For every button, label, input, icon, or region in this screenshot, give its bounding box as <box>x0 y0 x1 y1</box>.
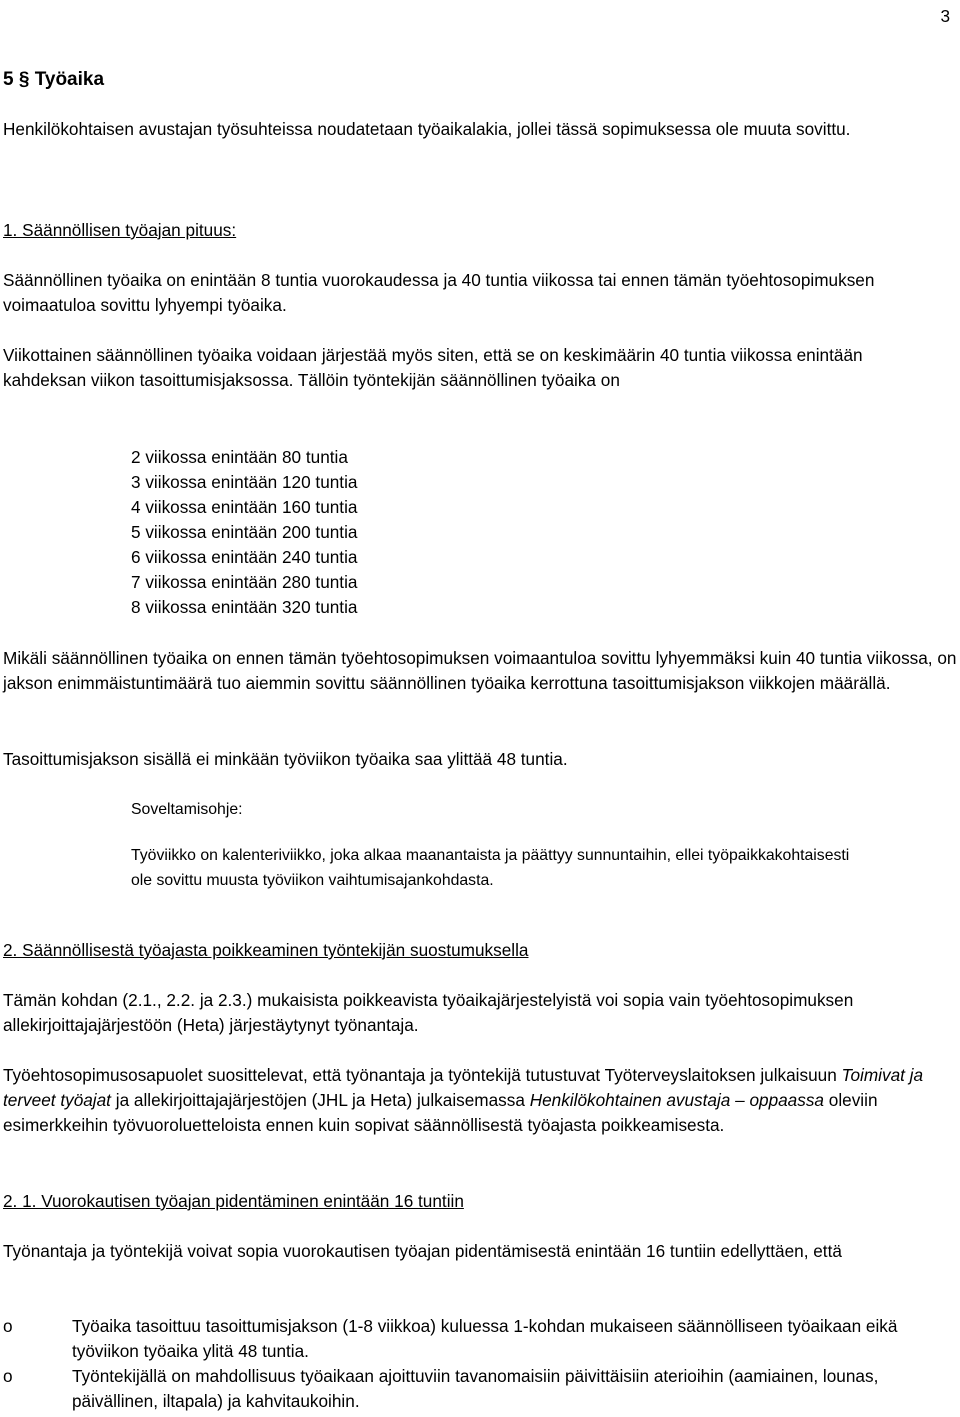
s1-paragraph-3: Mikäli säännöllinen työaika on ennen tämän työehtosopimuksen voimaantuloa sovittu lyhyemmäksi kuin 40 tuntia viikossa, on jakson enimmäistuntimäärä tuo aiemmin sovittu säännöllinen työaika kerrottuna tasoittumisjakson viikkojen määrällä. <box>3 648 957 693</box>
section-title: 5 § Työaika <box>3 69 105 90</box>
list-item: 5 viikossa enintään 200 tuntia <box>131 522 358 542</box>
intro-paragraph: Henkilökohtaisen avustajan työsuhteissa noudatetaan työaikalakia, jollei tässä sopimuksessa ole muuta sovittu. <box>3 119 851 139</box>
s1-paragraph-1: Säännöllinen työaika on enintään 8 tuntia vuorokaudessa ja 40 tuntia viikossa tai ennen tämän työehtosopimuksen voimaatuloa sovittu lyhyempi työaika. <box>3 270 875 315</box>
list-item: 8 viikossa enintään 320 tuntia <box>131 597 358 617</box>
list-item: o Työaika tasoittuu tasoittumisjakson (1-8 viikkoa) kuluessa 1-kohdan mukaiseen säännölliseen työaikaan eikä työviikon työaika ylitä 48 tuntia. <box>3 1316 898 1361</box>
s1-paragraph-4: Tasoittumisjakson sisällä ei minkään työviikon työaika saa ylittää 48 tuntia. <box>3 749 568 769</box>
heading-1: 1. Säännöllisen työajan pituus: <box>3 220 237 240</box>
list-item: 7 viikossa enintään 280 tuntia <box>131 572 358 592</box>
s2-paragraph-2: Työehtosopimusosapuolet suosittelevat, että työnantaja ja työntekijä tutustuvat Työterveyslaitoksen julkaisuun Toimivat ja terveet työajat ja allekirjoittajajärjestöjen (JHL ja Heta) julkaisemassa Henkilökohtainen avustaja – oppaassa oleviin esimerkkeihin työvuoroluetteloista ennen kuin sopivat säännöllisestä työajasta poikkeamisesta. <box>3 1065 924 1135</box>
s21-paragraph-1: Työnantaja ja työntekijä voivat sopia vuorokautisen työajan pidentämisestä enintään 16 tuntiin edellyttäen, että <box>3 1241 842 1261</box>
weekly-hours-list <box>131 445 357 620</box>
heading-2-1: 2. 1. Vuorokautisen työajan pidentäminen enintään 16 tuntiin <box>3 1191 464 1211</box>
publication-title: Toimivat ja terveet työajat <box>3 1065 924 1110</box>
list-item: 6 viikossa enintään 240 tuntia <box>131 547 358 567</box>
bullet-marker: o <box>3 1366 13 1386</box>
list-item: 4 viikossa enintään 160 tuntia <box>131 497 358 517</box>
guide-title: Henkilökohtainen avustaja – oppaassa <box>529 1090 824 1110</box>
list-item: 2 viikossa enintään 80 tuntia <box>131 447 348 467</box>
heading-2: 2. Säännöllisestä työajasta poikkeaminen työntekijän suostumuksella <box>3 940 529 960</box>
page-number: 3 <box>940 6 950 26</box>
guide-label: Soveltamisohje: <box>131 801 243 818</box>
bullet-marker: o <box>3 1316 13 1336</box>
guide-text: Työviikko on kalenteriviikko, joka alkaa maanantaista ja päättyy sunnuntaihin, ellei työpaikkakohtaisesti ole sovittu muusta työviikon vaihtumisajankohdasta. <box>131 847 850 889</box>
list-item: o Työntekijällä on mahdollisuus työaikaan ajoittuviin tavanomaisiin päivittäisiin aterioihin (aamiainen, lounas, päivällinen, iltapala) ja kahvitaukoihin. <box>3 1366 879 1411</box>
s1-paragraph-2: Viikottainen säännöllinen työaika voidaan järjestää myös siten, että se on keskimäärin 40 tuntia viikossa enintään kahdeksan viikon tasoittumisjaksossa. Tällöin työntekijän säännöllinen työaika on <box>3 345 863 390</box>
list-item: 3 viikossa enintään 120 tuntia <box>131 472 358 492</box>
s2-paragraph-1: Tämän kohdan (2.1., 2.2. ja 2.3.) mukaisista poikkeavista työaikajärjestelyistä voi sopia vain työehtosopimuksen allekirjoittajajärjestöön (Heta) järjestäytynyt työnantaja. <box>3 990 854 1035</box>
conditions-list <box>3 1314 903 1414</box>
